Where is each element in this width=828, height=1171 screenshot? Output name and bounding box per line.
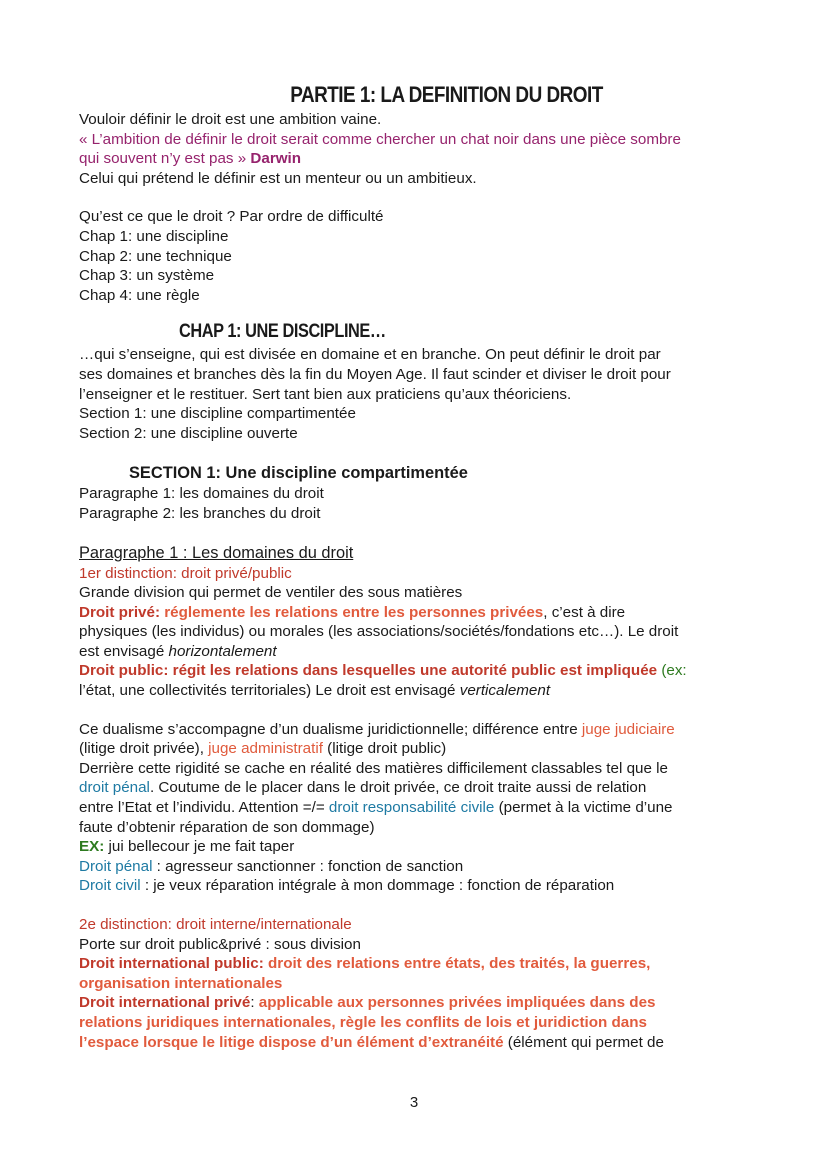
body-line: Porte sur droit public&privé : sous division xyxy=(79,935,361,953)
body-line xyxy=(79,778,759,798)
paragraph-item: Paragraphe 1: les domaines du droit xyxy=(79,485,324,503)
body-text: Ce dualisme s’accompagne d’un dualisme juridictionnelle; différence entre xyxy=(79,720,582,738)
chapter-heading: CHAP 1: UNE DISCIPLINE… xyxy=(179,321,386,343)
paragraph-item: Paragraphe 2: les branches du droit xyxy=(79,504,321,522)
term-label: Droit public: xyxy=(79,662,169,680)
section-heading: SECTION 1: Une discipline compartimentée xyxy=(129,464,468,483)
term-colon: : xyxy=(154,603,161,621)
body-line xyxy=(79,681,759,701)
paragraph-heading: Paragraphe 1 : Les domaines du droit xyxy=(79,543,354,562)
distinction-heading: 2e distinction: droit interne/internationale xyxy=(79,916,352,933)
body-line xyxy=(79,876,759,896)
distinction-heading: 1er distinction: droit privé/public xyxy=(79,564,292,582)
term-definition: applicable aux personnes privées impliquées dans des xyxy=(254,994,656,1012)
term-definition: l’espace lorsque le litige dispose d’un élément d’extranéité xyxy=(79,1033,504,1051)
body-line: Grande division qui permet de ventiler des sous matières xyxy=(79,584,463,602)
page-title: PARTIE 1: LA DEFINITION DU DROIT xyxy=(290,82,603,107)
body-text: : je veux réparation intégrale à mon dommage : fonction de réparation xyxy=(140,877,615,895)
quote-author: Darwin xyxy=(250,150,302,168)
body-text: est envisagé xyxy=(79,642,169,660)
document-page xyxy=(79,80,759,1052)
body-line: l’enseigner et le restituer. Sert tant bien aux praticiens qu’aux théoriciens. xyxy=(79,385,572,403)
term-label: Droit international privé xyxy=(79,994,251,1012)
chapter-item: Chap 4: une règle xyxy=(79,286,200,304)
body-text: : agresseur sanctionner : fonction de sanction xyxy=(152,857,464,875)
term-label: Droit privé xyxy=(79,603,155,621)
body-text: . Coutume de le placer dans le droit privée, ce droit traite aussi de relation xyxy=(149,779,647,797)
body-line: physiques (les individus) ou morales (les associations/sociétés/fondations etc…). Le droit xyxy=(79,623,679,641)
body-line xyxy=(79,739,759,759)
quote-line-end xyxy=(79,149,759,169)
body-line xyxy=(79,1033,759,1053)
example-line xyxy=(79,837,759,857)
term-definition: relations juridiques internationales, règle les conflits de lois et juridiction dans xyxy=(79,1013,647,1031)
example-marker: (ex: xyxy=(657,662,687,680)
body-text: (litige droit public) xyxy=(322,740,447,758)
body-line xyxy=(79,720,759,740)
term-definition: droit des relations entre états, des traités, la guerres, xyxy=(263,955,651,973)
quote-line: « L’ambition de définir le droit serait comme chercher un chat noir dans une pièce sombre xyxy=(79,130,681,148)
page-number: 3 xyxy=(409,1094,419,1111)
question-line: Qu’est ce que le droit ? Par ordre de difficulté xyxy=(79,208,384,226)
body-text: (permet à la victime d’une xyxy=(494,799,673,817)
definition-prive xyxy=(79,603,759,623)
body-line: faute d’obtenir réparation de son dommage) xyxy=(79,818,375,836)
term-highlight: droit pénal xyxy=(79,779,150,797)
section-item: Section 1: une discipline compartimentée xyxy=(79,405,356,423)
body-line: ses domaines et branches dès la fin du Moyen Age. Il faut scinder et diviser le droit pour xyxy=(79,365,671,383)
term-definition: réglemente les relations entre les personnes privées xyxy=(160,603,544,621)
definition-dipr xyxy=(79,993,759,1013)
intro-line: Celui qui prétend le définir est un menteur ou un ambitieux. xyxy=(79,169,477,187)
chapter-item: Chap 2: une technique xyxy=(79,247,232,265)
quote-text: qui souvent n’y est pas » xyxy=(79,150,247,168)
body-line xyxy=(79,857,759,877)
body-line xyxy=(79,798,759,818)
intro-line: Vouloir définir le droit est une ambition vaine. xyxy=(79,111,382,128)
term-highlight: droit responsabilité civile xyxy=(328,799,495,817)
body-text: l’état, une collectivités territoriales) Le droit est envisagé xyxy=(79,682,460,700)
term-highlight: Droit pénal xyxy=(79,857,153,875)
body-line xyxy=(79,642,759,662)
term-colon: : xyxy=(250,994,255,1012)
body-line: …qui s’enseigne, qui est divisée en domaine et en branche. On peut définir le droit par xyxy=(79,346,661,364)
body-text: jui bellecour je me fait taper xyxy=(104,838,295,856)
body-text: (élément qui permet de xyxy=(503,1033,664,1051)
body-text: entre l’Etat et l’individu. Attention =/= xyxy=(79,799,329,817)
term-highlight: Droit civil xyxy=(79,877,141,895)
chapter-item: Chap 1: une discipline xyxy=(79,227,229,245)
term-highlight: juge administratif xyxy=(208,740,323,758)
chapter-item: Chap 3: un système xyxy=(79,267,215,285)
definition-dip xyxy=(79,954,759,974)
term-definition: organisation internationales xyxy=(79,974,283,992)
term-highlight: juge judiciaire xyxy=(581,720,675,738)
definition-public xyxy=(79,661,759,681)
section-item: Section 2: une discipline ouverte xyxy=(79,424,298,442)
term-definition: régit les relations dans lesquelles une autorité public est impliquée xyxy=(168,662,658,680)
body-italic: horizontalement xyxy=(168,642,277,660)
example-label: EX: xyxy=(79,838,105,856)
term-label: Droit international public: xyxy=(79,955,264,973)
body-line: Derrière cette rigidité se cache en réalité des matières difficilement classables tel que le xyxy=(79,759,668,777)
body-italic: verticalement xyxy=(459,682,551,700)
body-text: , c’est à dire xyxy=(543,603,626,621)
body-text: (litige droit privée), xyxy=(79,740,209,758)
